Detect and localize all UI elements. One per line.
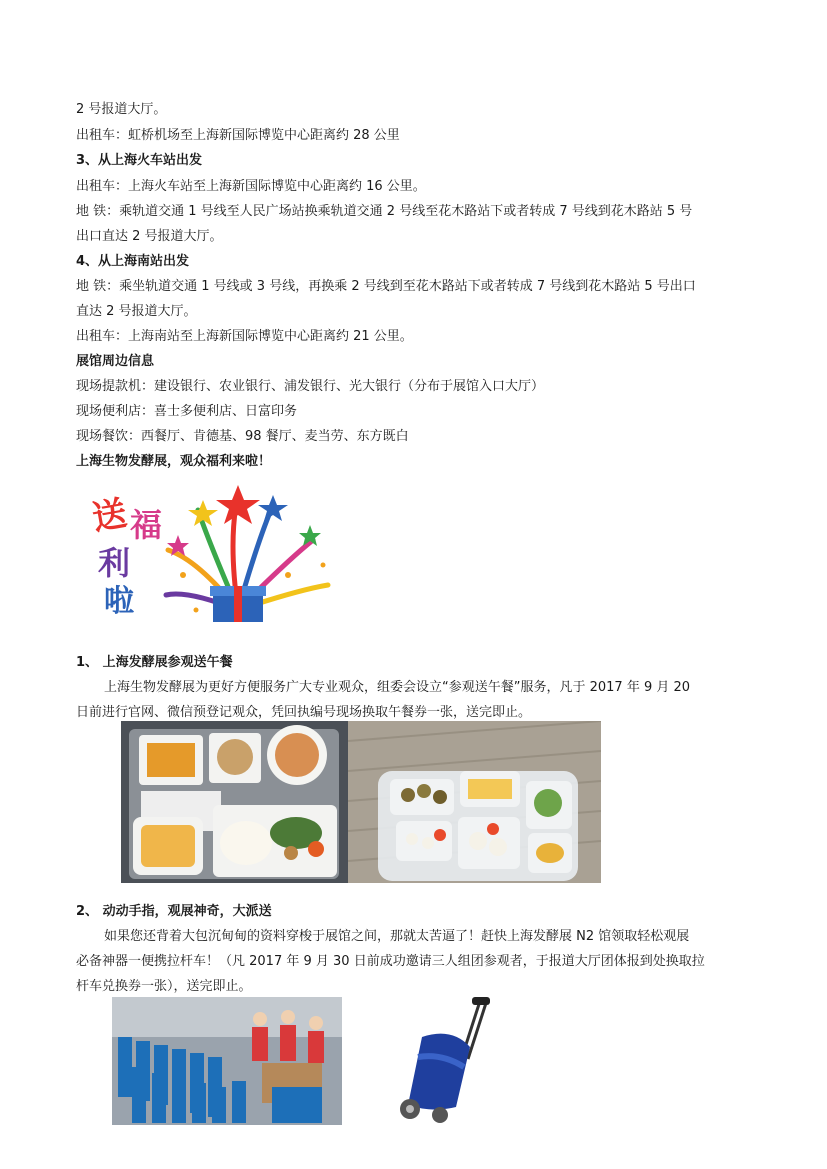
text-line: 现场提款机：建设银行、农业银行、浦发银行、光大银行（分布于展馆入口大厅） (76, 379, 545, 394)
text-line: 2 号报道大厅。 (76, 102, 167, 117)
paragraph-line: 日前进行官网、微信预登记观众，凭回执编号现场换取午餐券一张，送完即止。 (76, 705, 532, 720)
paragraph-line: 杆车兑换券一张），送完即止。 (76, 979, 252, 994)
banner-char: 福 (130, 506, 163, 544)
text-line: 现场餐饮：西餐厅、肯德基、98 餐厅、麦当劳、东方既白 (76, 429, 409, 444)
paragraph-line: 上海生物发酵展为更好方便服务广大专业观众，组委会设立“参观送午餐”服务，凡于 2017 年 9 月 20 (104, 680, 691, 695)
section-heading: 4、从上海南站出发 (76, 254, 190, 269)
trolley-crowd-photo (112, 997, 342, 1125)
paragraph-line: 必备神器一便携拉杆车！（凡 2017 年 9 月 30 日前成功邀请三人组团参观者，于报道大厅团体报到处换取拉 (76, 954, 705, 969)
text-line: 地 铁：乘轨道交通 1 号线至人民广场站换乘轨道交通 2 号线至花木路站下或者转成 7 号线到花木路站 5 号 (76, 204, 693, 219)
text-line: 现场便利店：喜士多便利店、日富印务 (76, 404, 298, 419)
lunch-tray-photo (121, 721, 348, 883)
section-heading: 2、 动动手指，观展神奇，大派送 (76, 904, 272, 919)
text-line: 出口直达 2 号报道大厅。 (76, 229, 223, 244)
welfare-banner-image (88, 480, 338, 628)
section-heading: 展馆周边信息 (76, 354, 155, 369)
banner-char: 啦 (104, 584, 134, 619)
trolley-photo (352, 997, 494, 1125)
banner-char: 利 (98, 544, 131, 582)
banner-char: 送 (89, 493, 130, 539)
text-line: 出租车：上海南站至上海新国际博览中心距离约 21 公里。 (76, 329, 413, 344)
paragraph-line: 如果您还背着大包沉甸甸的资料穿梭于展馆之间，那就太苦逼了！赶快上海发酵展 N2 馆领取轻松观展 (104, 929, 690, 944)
text-line: 出租车：虹桥机场至上海新国际博览中心距离约 28 公里 (76, 128, 400, 143)
section-heading: 3、从上海火车站出发 (76, 153, 203, 168)
text-line: 直达 2 号报道大厅。 (76, 304, 197, 319)
bento-box-photo (348, 721, 601, 883)
section-heading: 上海生物发酵展，观众福利来啦！ (76, 454, 272, 469)
text-line: 出租车：上海火车站至上海新国际博览中心距离约 16 公里。 (76, 179, 426, 194)
text-line: 地 铁：乘坐轨道交通 1 号线或 3 号线，再换乘 2 号线到至花木路站下或者转成 7 号线到花木路站 5 号出口 (76, 279, 696, 294)
section-heading: 1、 上海发酵展参观送午餐 (76, 655, 233, 670)
